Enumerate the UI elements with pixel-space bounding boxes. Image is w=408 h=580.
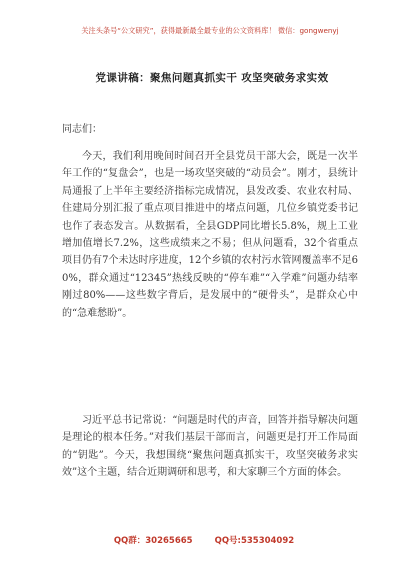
footer-contact bbox=[0, 534, 408, 546]
paragraph-2: 习近平总书记常说：“问题是时代的声音，回答并指导解决问题是理论的根本任务。”对我们基层干部而言，问题更是打开工作局面的“钥匙”。今天，我想围绕“聚焦问题真抓实干，攻坚突破务求实效”这个主题，结合近期调研和思考，和大家聊三个方面的体会。 bbox=[62, 415, 358, 479]
header-notice: 关注头条号“公文研究”，获得最新最全最专业的公文资料库！ 微信：gongwenyj bbox=[81, 26, 339, 35]
salutation: 同志们： bbox=[62, 124, 102, 135]
footer-qq-number: QQ号:535304092 bbox=[214, 536, 295, 546]
document-title: 党课讲稿：聚焦问题真抓实干 攻坚突破务求实效 bbox=[95, 72, 329, 84]
footer-qq-group: QQ群：30265665 bbox=[113, 536, 193, 546]
paragraph-1: 今天，我们利用晚间时间召开全县党员干部大会，既是一次半年工作的“复盘会”，也是一场攻坚突破的“动员会”。刚才，县统计局通报了上半年主要经济指标完成情况，县发改委、农业农村局、住建局分别汇报了重点项目推进中的堵点问题，几位乡镇党委书记也作了表态发言。从数据看，全县GDP同比增长5.8%，规上工业增加值增长7.2%，这些成绩来之不易；但从问题看，32个省重点项目仍有7个未达时序进度，12个乡镇的农村污水管网覆盖率不足60%，群众通过“12345”热线反映的“停车难”“入学难”问题办结率刚过80%——这些数字背后，是发展中的“硬骨头”，是群众心中的“急难愁盼”。 bbox=[62, 151, 358, 319]
